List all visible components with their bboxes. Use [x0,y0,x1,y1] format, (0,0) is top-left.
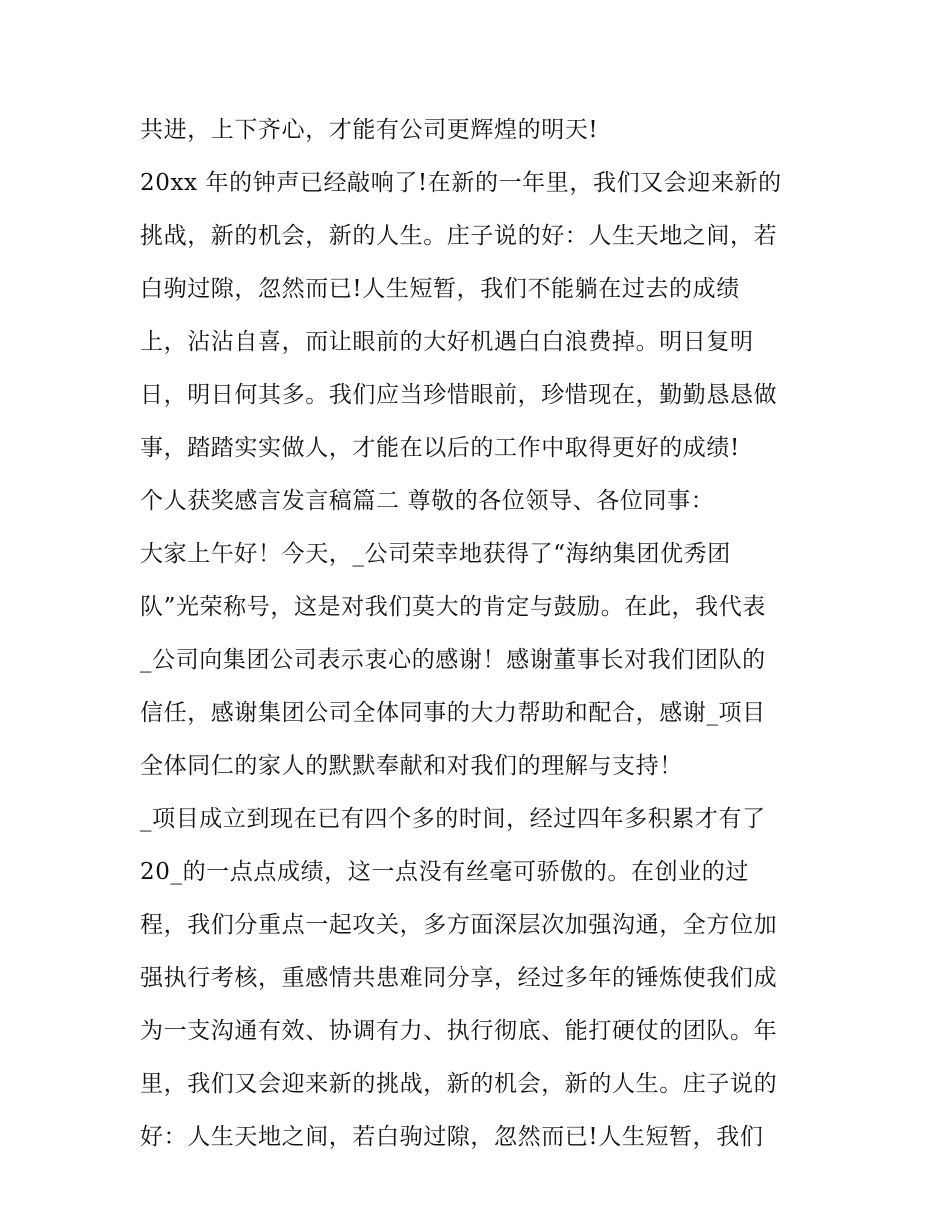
text-line: 白驹过隙，忽然而已!人生短暂，我们不能躺在过去的成绩 [140,276,740,302]
text-line: 20xx 年的钟声已经敲响了!在新的一年里，我们又会迎来新的 [140,170,782,196]
text-line: 为一支沟通有效、协调有力、执行彻底、能打硬仗的团队。年 [140,1018,778,1044]
text-line: 强执行考核，重感情共患难同分享，经过多年的锤炼使我们成 [140,965,778,991]
text-line: 挑战，新的机会，新的人生。庄子说的好：人生天地之间，若 [140,223,778,249]
text-line: 好：人生天地之间，若白驹过隙，忽然而已!人生短暂，我们 [140,1124,764,1150]
section-heading-line: 个人获奖感言发言稿篇二 尊敬的各位领导、各位同事： [140,488,715,514]
text-line: 日，明日何其多。我们应当珍惜眼前，珍惜现在，勤勤恳恳做 [140,382,778,408]
text-line: _项目成立到现在已有四个多的时间，经过四年多积累才有了 [140,806,766,832]
text-line: 队”光荣称号，这是对我们莫大的肯定与鼓励。在此，我代表 [140,594,766,620]
text-line: 程，我们分重点一起攻关，多方面深层次加强沟通，全方位加 [140,912,778,938]
text-line: 里，我们又会迎来新的挑战，新的机会，新的人生。庄子说的 [140,1071,778,1097]
document-body [140,104,820,1164]
text-line: 上，沾沾自喜，而让眼前的大好机遇白白浪费掉。明日复明 [140,329,754,355]
text-line: 信任，感谢集团公司全体同事的大力帮助和配合，感谢_项目 [140,700,766,726]
text-line: 共进，上下齐心，才能有公司更辉煌的明天! [140,117,599,143]
text-line: 20_的一点点成绩，这一点没有丝毫可骄傲的。在创业的过 [140,859,749,885]
text-line: 事，踏踏实实做人，才能在以后的工作中取得更好的成绩! [140,435,740,461]
text-line: 全体同仁的家人的默默奉献和对我们的理解与支持！ [140,753,683,779]
text-line: 大家上午好！今天，_公司荣幸地获得了“海纳集团优秀团 [140,541,731,567]
text-line: _公司向集团公司表示衷心的感谢！感谢董事长对我们团队的 [140,647,766,673]
